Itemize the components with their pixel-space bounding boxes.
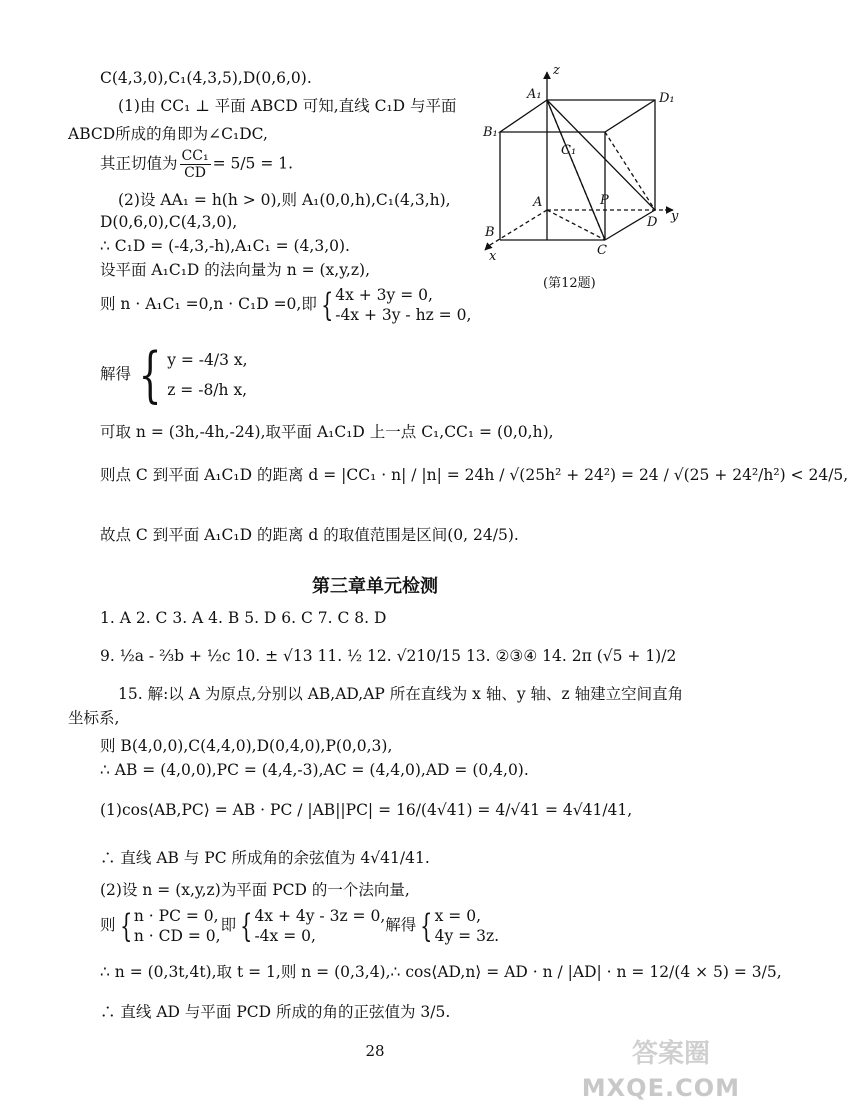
text-line: ∴ C₁D = (-4,3,-h),A₁C₁ = (4,3,0). [100,237,350,255]
text-line: 则点 C 到平面 A₁C₁D 的距离 d = |CC₁ · n| / |n| = 24h / √(25h² + 24²) = 24 / √(25 + 24²/h²) < 24/5, [100,466,848,484]
brace: { [119,907,132,945]
fig-label-x: x [489,249,497,264]
fig-label-c1: C₁ [561,143,577,158]
page-number: 28 [365,1042,385,1060]
text-line: 坐标系, [68,709,120,727]
fig-label-y: y [671,209,679,224]
text-span: 即 [220,916,237,934]
cuboid-figure [475,60,685,270]
watermark-logo: 答案圈 [631,1039,710,1069]
fig-label-d1: D₁ [659,91,675,106]
equation: 4x + 3y = 0, [335,286,433,304]
equation: y = -4/3 x, [167,351,248,369]
figure-caption: (第12题) [543,276,596,291]
text-span: 解得 [385,916,417,934]
brace: { [138,340,162,410]
text-line: 可取 n = (3h,-4h,-24),取平面 A₁C₁D 上一点 C₁,CC₁ = (0,0,h), [100,423,554,441]
brace: { [240,907,253,945]
text-span: 其正切值为 [100,154,178,173]
text-line [100,148,293,181]
watermark: MXQE.COM [581,1074,740,1102]
text-line: C(4,3,0),C₁(4,3,5),D(0,6,0). [100,69,312,87]
fig-label-b: B [485,225,495,240]
frac-num: CC₁ [181,148,209,164]
equation-system [335,285,471,325]
equation: -4x = 0, [254,927,316,945]
brace: { [420,907,433,945]
frac-den: CD [184,165,206,181]
equation: 4y = 3z. [434,927,500,945]
text-span: 解得 [100,365,132,383]
text-line: D(0,6,0),C(4,3,0), [100,213,238,231]
equation-system [435,906,499,946]
text-line: (2)设 n = (x,y,z)为平面 PCD 的一个法向量, [100,881,410,899]
equation-system [134,906,221,946]
section-title: 第三章单元检测 [312,576,438,597]
fig-label-b1: B₁ [483,125,498,140]
equation: -4x + 3y - hz = 0, [335,306,472,324]
fig-label-p: P [600,193,609,208]
text-span: 则 n · A₁C₁ =0,n · C₁D =0,即 [100,295,317,313]
fig-label-a: A [533,195,543,210]
answers-line: 9. ½a - ⅔b + ½c 10. ± √13 11. ½ 12. √210/15 13. ②③④ 14. 2π (√5 + 1)/2 [100,647,677,665]
equation: 4x + 4y - 3z = 0, [254,907,386,925]
equation: n · CD = 0, [133,927,221,945]
text-line: 设平面 A₁C₁D 的法向量为 n = (x,y,z), [100,261,370,279]
text-line: ∴ 直线 AB 与 PC 所成角的余弦值为 4√41/41. [100,849,430,867]
text-line [100,340,248,410]
text-line: (1)由 CC₁ ⊥ 平面 ABCD 可知,直线 C₁D 与平面 [118,97,457,115]
fig-label-d: D [647,215,658,230]
text-line: 故点 C 到平面 A₁C₁D 的距离 d 的取值范围是区间(0, 24/5). [100,526,519,544]
text-line: 15. 解:以 A 为原点,分别以 AB,AD,AP 所在直线为 x 轴、y 轴、z 轴建立空间直角 [118,685,684,703]
text-line: 则 B(4,0,0),C(4,4,0),D(0,4,0),P(0,0,3), [100,737,393,755]
text-line: (1)cos⟨AB,PC⟩ = AB · PC / |AB||PC| = 16/(4√41) = 4/√41 = 4√41/41, [100,801,633,819]
equation: x = 0, [434,907,481,925]
equation-system [254,906,385,946]
text-line: ∴ n = (0,3t,4t),取 t = 1,则 n = (0,3,4),∴ cos⟨AD,n⟩ = AD · n / |AD| · n = 12/(4 × 5) = 3/5, [100,963,782,981]
equation: z = -8/h x, [167,381,248,399]
equation: n · PC = 0, [133,907,219,925]
text-span: = 5/5 = 1. [212,154,294,173]
text-line [100,285,471,325]
text-line: ABCD所成的角即为∠C₁DC, [68,125,268,143]
text-line: ∴ AB = (4,0,0),PC = (4,4,-3),AC = (4,4,0),AD = (0,4,0). [100,761,529,779]
fig-label-a1: A₁ [527,87,542,102]
equation-system [167,345,247,405]
fraction [180,148,211,181]
fig-label-z: z [553,63,560,78]
text-line: ∴ 直线 AD 与平面 PCD 所成的角的正弦值为 3/5. [100,1003,451,1021]
text-line: (2)设 AA₁ = h(h > 0),则 A₁(0,0,h),C₁(4,3,h), [118,191,451,209]
fig-label-c: C [597,243,607,258]
answers-line: 1. A 2. C 3. A 4. B 5. D 6. C 7. C 8. D [100,609,387,627]
brace: { [320,286,334,324]
text-line [100,906,499,946]
text-span: 则 [100,916,116,934]
